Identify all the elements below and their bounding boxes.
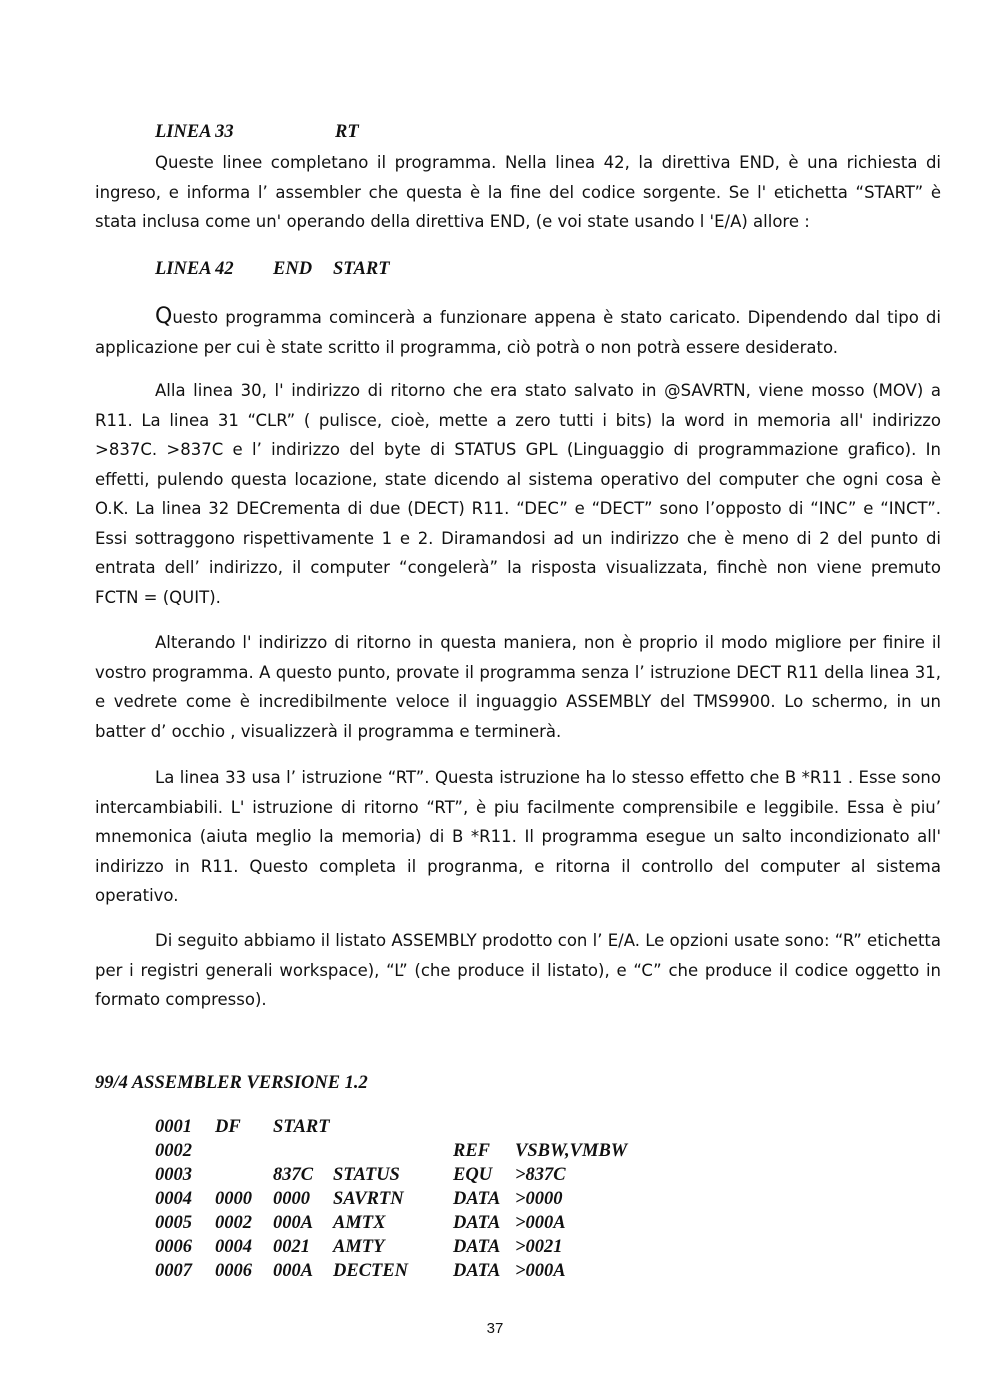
address: 0002	[215, 1213, 252, 1233]
paragraph-3-text: Alla linea 30, l' indirizzo di ritorno che era stato salvato in @SAVRTN, viene mosso (MOV) a R11. La linea 31 “CLR” ( pulisce, cioè, mette a zero tutti i bits) la word in memoria all' indirizzo >837C. >837C e l’ indirizzo del byte di STATUS GPL (Linguaggio di programmazione grafico). In effetti, pulendo questa locazione, state dicendo al sistema operativo del computer che ogni cosa è O.K. La linea 32 DECrementa di due (DECT) R11. “DEC” e “DECT” sono l’opposto di “INC” e “INCT”. Essi sottraggono rispettivamente 1 e 2. Diramandosi ad un indirizzo che è meno di 2 del punto di entrata dell’ indirizzo, il computer “congelerà” la risposta visualizzata, finchè non viene premuto FCTN = (QUIT).	[95, 381, 941, 607]
operand: >0000	[515, 1189, 563, 1209]
paragraph-6	[95, 926, 941, 1015]
listing-row	[155, 1213, 755, 1237]
heading-operand: START	[333, 259, 390, 279]
address: 0006	[215, 1261, 252, 1281]
assembler-listing	[155, 1117, 755, 1285]
line-number: 0004	[155, 1189, 192, 1209]
page-number: 37	[486, 1320, 504, 1337]
paragraph-1	[95, 148, 941, 237]
paragraph-5	[95, 763, 941, 911]
paragraph-5-text: La linea 33 usa l’ istruzione “RT”. Questa istruzione ha lo stesso effetto che B *R11 . Esse sono intercambiabili. L' istruzione di ritorno “RT”, è piu facilmente comprensibile e leggibile. Essa è piu’ mnemonica (aiuta meglio la memoria) di B *R11. Il programma esegue un salto incondizionato all' indirizzo in R11. Questo completa il progranma, e ritorna il controllo del computer al sistema operativo.	[95, 768, 941, 905]
heading-linea-42	[155, 259, 390, 280]
listing-row	[155, 1237, 755, 1261]
opcode: DATA	[453, 1213, 501, 1233]
line-number: 0002	[155, 1141, 192, 1161]
label: DECTEN	[333, 1261, 409, 1281]
opcode: DATA	[453, 1237, 501, 1257]
value: 0021	[273, 1237, 310, 1257]
heading-instruction: RT	[335, 122, 359, 142]
value: 000A	[273, 1261, 314, 1281]
line-number: 0005	[155, 1213, 192, 1233]
opcode: DATA	[453, 1189, 501, 1209]
operand: >000A	[515, 1261, 566, 1281]
label: AMTX	[333, 1213, 386, 1233]
heading-instruction: END	[273, 259, 313, 279]
line-number: 0003	[155, 1165, 192, 1185]
operand: >000A	[515, 1213, 566, 1233]
paragraph-6-text: Di seguito abbiamo il listato ASSEMBLY prodotto con l’ E/A. Le opzioni usate sono: “R” etichetta per i registri generali workspace), “L” (che produce il listato), e “C” che produce il codice oggetto in formato compresso).	[95, 931, 941, 1009]
opcode: DATA	[453, 1261, 501, 1281]
operand: VSBW,VMBW	[515, 1141, 628, 1161]
listing-row	[155, 1261, 755, 1285]
label: SAVRTN	[333, 1189, 404, 1209]
line-number: 0001	[155, 1117, 192, 1137]
operand: >0021	[515, 1237, 563, 1257]
listing-row	[155, 1117, 755, 1141]
listing-title: 99/4 ASSEMBLER VERSIONE 1.2	[95, 1073, 368, 1093]
listing-row	[155, 1141, 755, 1165]
paragraph-4	[95, 628, 941, 746]
opcode: REF	[453, 1141, 491, 1161]
value: 837C	[273, 1165, 314, 1185]
address: DF	[215, 1117, 241, 1137]
label: AMTY	[333, 1237, 385, 1257]
value: 000A	[273, 1213, 314, 1233]
paragraph-2	[95, 302, 941, 362]
value: 0000	[273, 1189, 310, 1209]
line-number: 0006	[155, 1237, 192, 1257]
operand: >837C	[515, 1165, 566, 1185]
value: START	[273, 1117, 330, 1137]
listing-row	[155, 1189, 755, 1213]
heading-line-number: LINEA 42	[155, 259, 234, 279]
paragraph-3	[95, 376, 941, 612]
address: 0004	[215, 1237, 252, 1257]
label: STATUS	[333, 1165, 400, 1185]
paragraph-2-initial: Q	[155, 304, 173, 329]
address: 0000	[215, 1189, 252, 1209]
paragraph-2-text: uesto programma comincerà a funzionare appena è stato caricato. Dipendendo dal tipo di applicazione per cui è state scritto il programma, ciò potrà o non potrà essere desiderato.	[95, 308, 941, 357]
paragraph-4-text: Alterando l' indirizzo di ritorno in questa maniera, non è proprio il modo migliore per finire il vostro programma. A questo punto, provate il programma senza l’ istruzione DECT R11 della linea 31, e vedrete come è incredibilmente veloce il inguaggio ASSEMBLY del TMS9900. Lo schermo, in un batter d’ occhio , visualizzerà il programma e terminerà.	[95, 633, 941, 741]
listing-row	[155, 1165, 755, 1189]
opcode: EQU	[453, 1165, 493, 1185]
heading-linea-33	[155, 122, 359, 143]
paragraph-1-text: Queste linee completano il programma. Nella linea 42, la direttiva END, è una richiesta di ingreso, e informa l’ assembler che questa è la fine del codice sorgente. Se l' etichetta “START” è stata inclusa come un' operando della direttiva END, (e voi state usando l 'E/A) allore :	[95, 153, 941, 231]
heading-line-number: LINEA 33	[155, 122, 234, 142]
line-number: 0007	[155, 1261, 192, 1281]
